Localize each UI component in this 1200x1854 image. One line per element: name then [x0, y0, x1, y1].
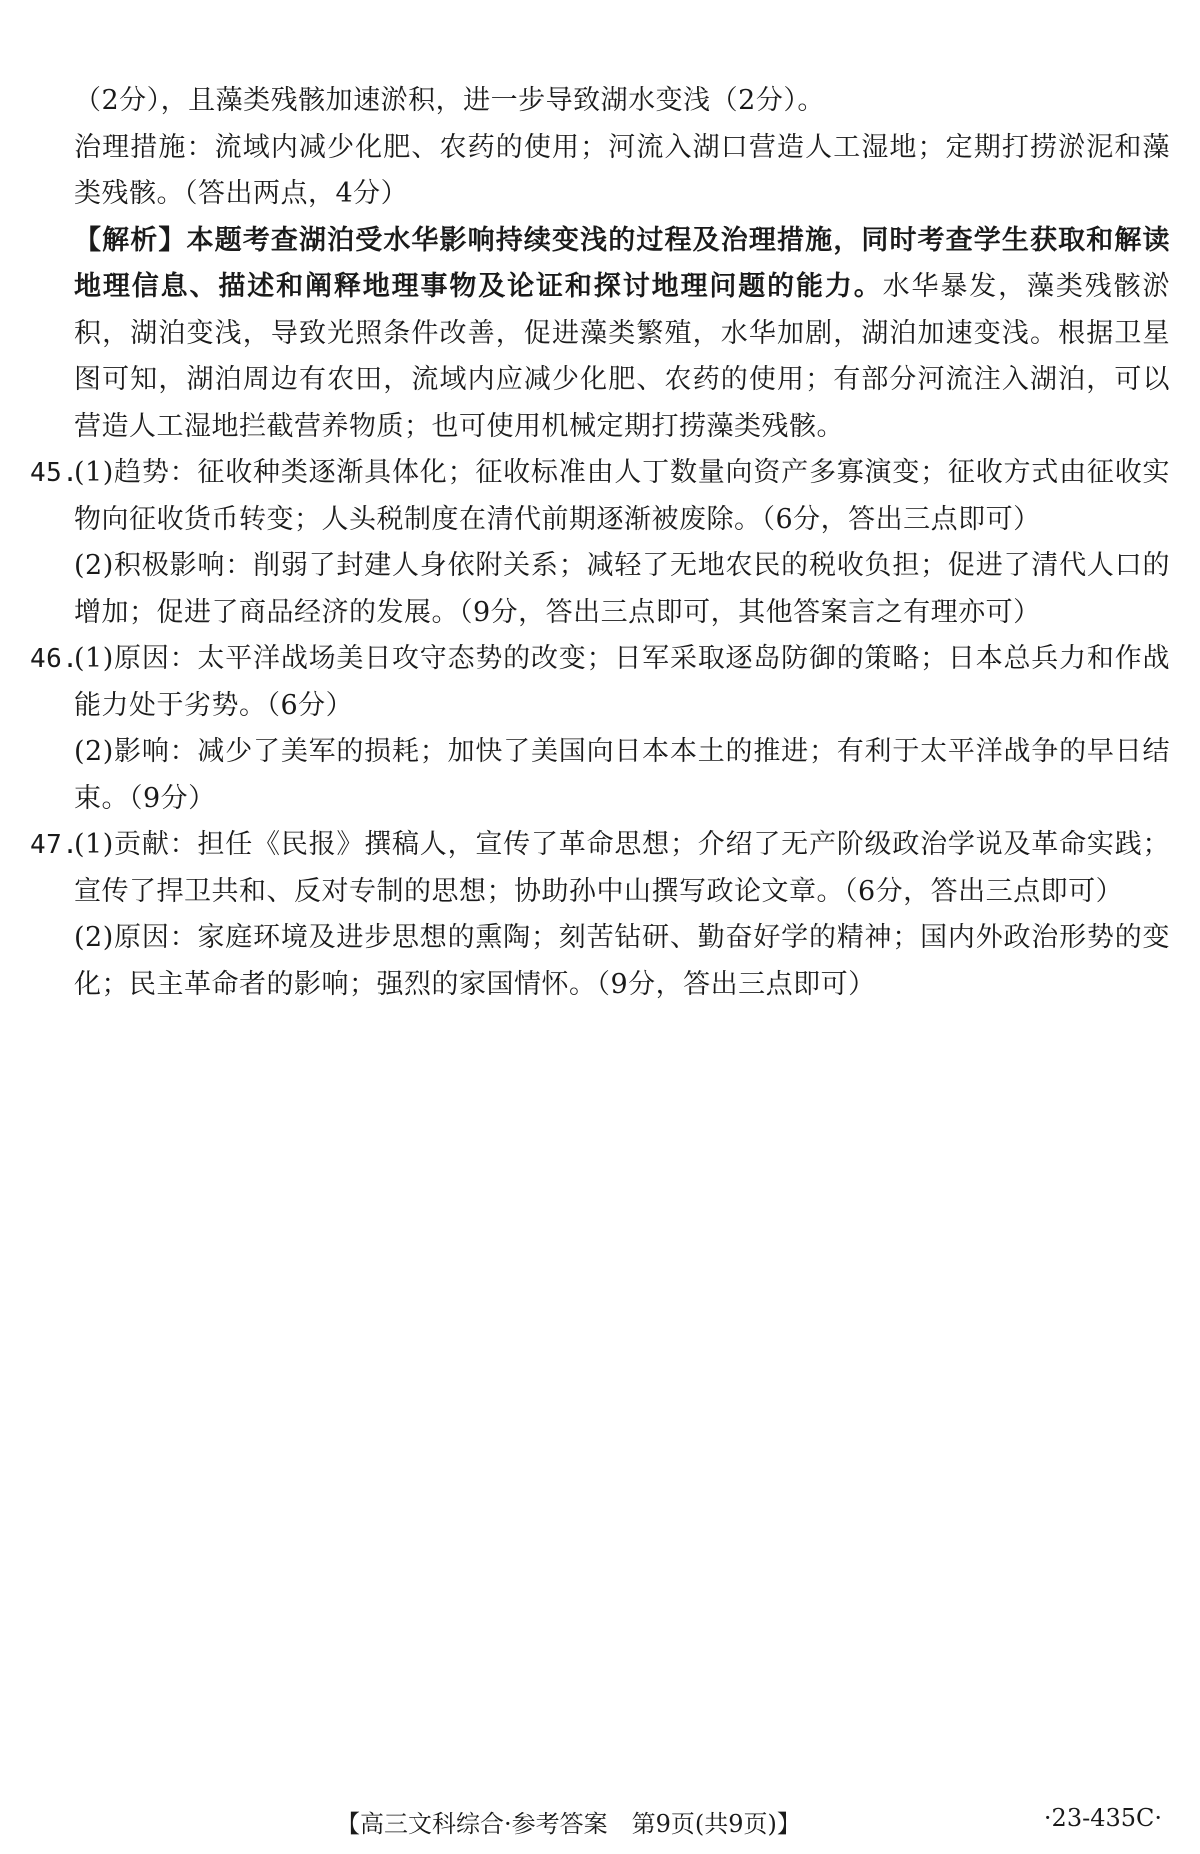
- question-number: 45.: [30, 458, 79, 488]
- question-number: 47.: [30, 830, 79, 860]
- answer-part-2: (2)积极影响：削弱了封建人身依附关系；减轻了无地农民的税收负担；促进了清代人口的增加；促进了商品经济的发展。（9分，答出三点即可，其他答案言之有理亦可）: [74, 550, 1170, 628]
- answer-part-2: (2)原因：家庭环境及进步思想的熏陶；刻苦钻研、勤奋好学的精神；国内外政治形势的变化；民主革命者的影响；强烈的家国情怀。（9分，答出三点即可）: [74, 922, 1170, 1000]
- answer-part-1: (1)贡献：担任《民报》撰稿人，宣传了革命思想；介绍了无产阶级政治学说及革命实践；宣传了捍卫共和、反对专制的思想；协助孙中山撰写政论文章。（6分，答出三点即可）: [74, 829, 1170, 907]
- question-47: [30, 822, 1170, 1008]
- page-footer: [0, 1804, 1200, 1844]
- analysis-body-text: 水华暴发，藻类残骸淤积，湖泊变浅，导致光照条件改善，促进藻类繁殖，水华加剧，湖泊加速变浅。根据卫星图可知，湖泊周边有农田，流域内应减少化肥、农药的使用；有部分河流注入湖泊，可以营造人工湿地拦截营养物质；也可使用机械定期打捞藻类残骸。: [74, 271, 1170, 442]
- question-number: 46.: [30, 644, 79, 674]
- question-46: [30, 636, 1170, 822]
- continued-answer-line: （2分），且藻类残骸加速淤积，进一步导致湖水变浅（2分）。: [74, 85, 825, 116]
- analysis-tag: 【解析】: [74, 224, 187, 256]
- treatment-measures: 治理措施：流域内减少化肥、农药的使用；河流入湖口营造人工湿地；定期打捞淤泥和藻类残骸。（答出两点，4分）: [74, 131, 1170, 209]
- analysis-bold-text: 本题考查湖泊受水华影响持续变浅的过程及治理措施，同时考查学生获取和解读地理信息、描述和阐释地理事物及论证和探讨地理问题的能力。: [74, 224, 1171, 302]
- question-45: [30, 450, 1170, 636]
- answer-part-1: (1)趋势：征收种类逐渐具体化；征收标准由人丁数量向资产多寡演变；征收方式由征收实物向征收货币转变；人头税制度在清代前期逐渐被废除。（6分，答出三点即可）: [74, 457, 1170, 535]
- answer-part-1: (1)原因：太平洋战场美日攻守态势的改变；日军采取逐岛防御的策略；日本总兵力和作战能力处于劣势。（6分）: [74, 643, 1170, 721]
- answer-part-2: (2)影响：减少了美军的损耗；加快了美国向日本本土的推进；有利于太平洋战争的早日结束。（9分）: [74, 736, 1170, 814]
- analysis-paragraph: [30, 218, 1170, 451]
- footer-title: 【高三文科综合·参考答案 第9页(共9页)】: [336, 1810, 801, 1838]
- answer-content: [30, 78, 1170, 1008]
- footer-code: ·23-435C·: [1043, 1804, 1162, 1832]
